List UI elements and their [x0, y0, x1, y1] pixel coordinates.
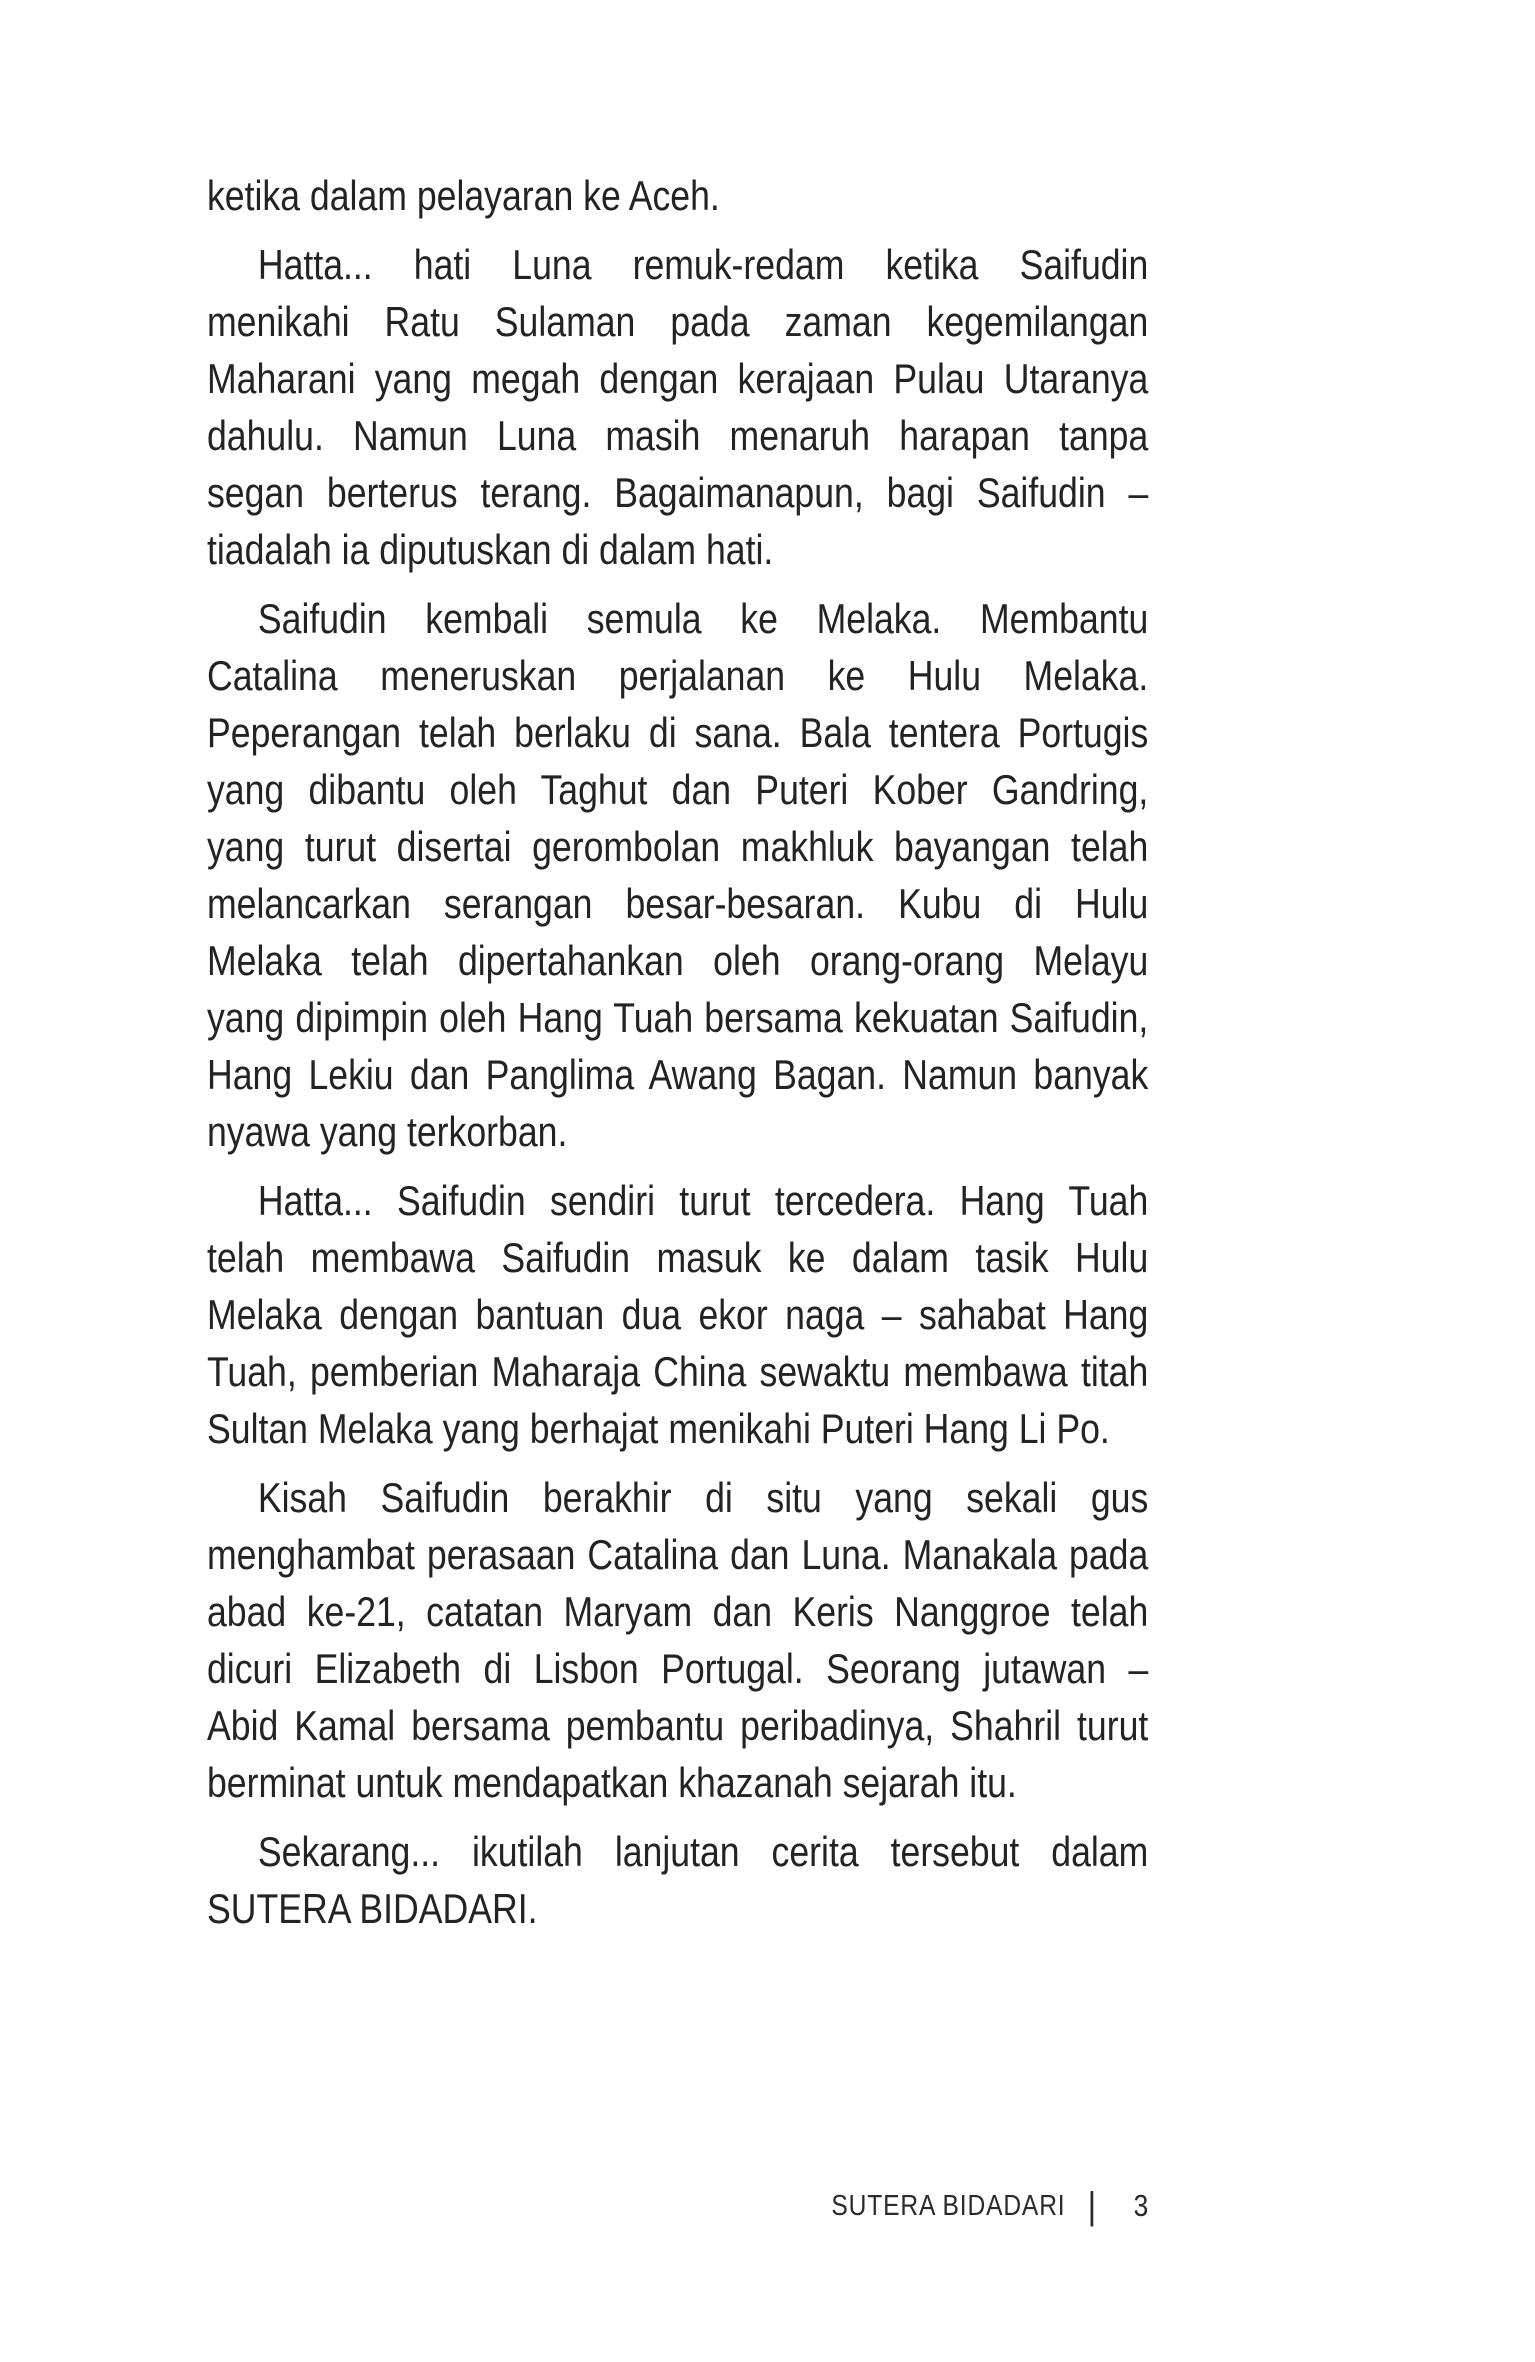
footer-page-number: 3: [1133, 2188, 1149, 2223]
text-line: Hatta... Saifudin sendiri turut tercedera. Hang Tuah: [257, 1177, 1149, 1224]
paragraph: [207, 1469, 1148, 1811]
footer-separator-bar: |: [1087, 2184, 1097, 2227]
text-line: abad ke-21, catatan Maryam dan Keris Nanggroe telah: [207, 1588, 1149, 1635]
paragraph: [207, 1823, 1148, 1937]
text-line: Kisah Saifudin berakhir di situ yang sekali gus: [257, 1474, 1149, 1521]
text-line: yang dipimpin oleh Hang Tuah bersama kekuatan Saifudin,: [207, 994, 1149, 1041]
text-line: yang turut disertai gerombolan makhluk bayangan telah: [207, 823, 1149, 870]
text-line: menikahi Ratu Sulaman pada zaman kegemilangan: [207, 298, 1149, 345]
text-line: SUTERA BIDADARI.: [207, 1885, 538, 1932]
text-line: yang dibantu oleh Taghut dan Puteri Kober Gandring,: [207, 766, 1149, 813]
text-line: Tuah, pemberian Maharaja China sewaktu membawa titah: [207, 1348, 1149, 1395]
page-footer: [207, 2185, 1148, 2227]
text-line: Melaka dengan bantuan dua ekor naga – sahabat Hang: [207, 1291, 1149, 1338]
footer-book-title: SUTERA BIDADARI: [831, 2189, 1066, 2222]
text-line: Saifudin kembali semula ke Melaka. Membantu: [257, 595, 1149, 642]
text-line: Maharani yang megah dengan kerajaan Pulau Utaranya: [207, 355, 1149, 402]
text-line: Catalina meneruskan perjalanan ke Hulu Melaka.: [207, 652, 1149, 699]
text-line: nyawa yang terkorban.: [207, 1108, 568, 1155]
text-line: telah membawa Saifudin masuk ke dalam tasik Hulu: [207, 1234, 1149, 1281]
text-line: Peperangan telah berlaku di sana. Bala tentera Portugis: [207, 709, 1149, 756]
paragraph: [207, 1172, 1148, 1457]
text-line: Melaka telah dipertahankan oleh orang-orang Melayu: [207, 937, 1149, 984]
text-line: tiadalah ia diputuskan di dalam hati.: [207, 526, 774, 573]
text-line: Abid Kamal bersama pembantu peribadinya, Shahril turut: [207, 1702, 1149, 1749]
text-line: Hang Lekiu dan Panglima Awang Bagan. Namun banyak: [207, 1051, 1149, 1098]
text-line: dicuri Elizabeth di Lisbon Portugal. Seorang jutawan –: [207, 1645, 1149, 1692]
text-line: melancarkan serangan besar-besaran. Kubu di Hulu: [207, 880, 1149, 927]
text-line: dahulu. Namun Luna masih menaruh harapan tanpa: [207, 412, 1149, 459]
text-line: Sultan Melaka yang berhajat menikahi Puteri Hang Li Po.: [207, 1405, 1110, 1452]
text-line: menghambat perasaan Catalina dan Luna. Manakala pada: [207, 1531, 1149, 1578]
page-text-block: [207, 167, 1148, 2227]
paragraph: [207, 236, 1148, 578]
text-line: ketika dalam pelayaran ke Aceh.: [207, 172, 720, 219]
text-line: Sekarang... ikutilah lanjutan cerita tersebut dalam: [257, 1828, 1149, 1875]
text-line: berminat untuk mendapatkan khazanah sejarah itu.: [207, 1759, 1017, 1806]
text-line: segan berterus terang. Bagaimanapun, bagi Saifudin –: [207, 469, 1149, 516]
text-line: Hatta... hati Luna remuk-redam ketika Saifudin: [257, 241, 1149, 288]
page-paragraphs: [207, 167, 1148, 1937]
paragraph: [207, 590, 1148, 1160]
paragraph: [207, 167, 1148, 224]
